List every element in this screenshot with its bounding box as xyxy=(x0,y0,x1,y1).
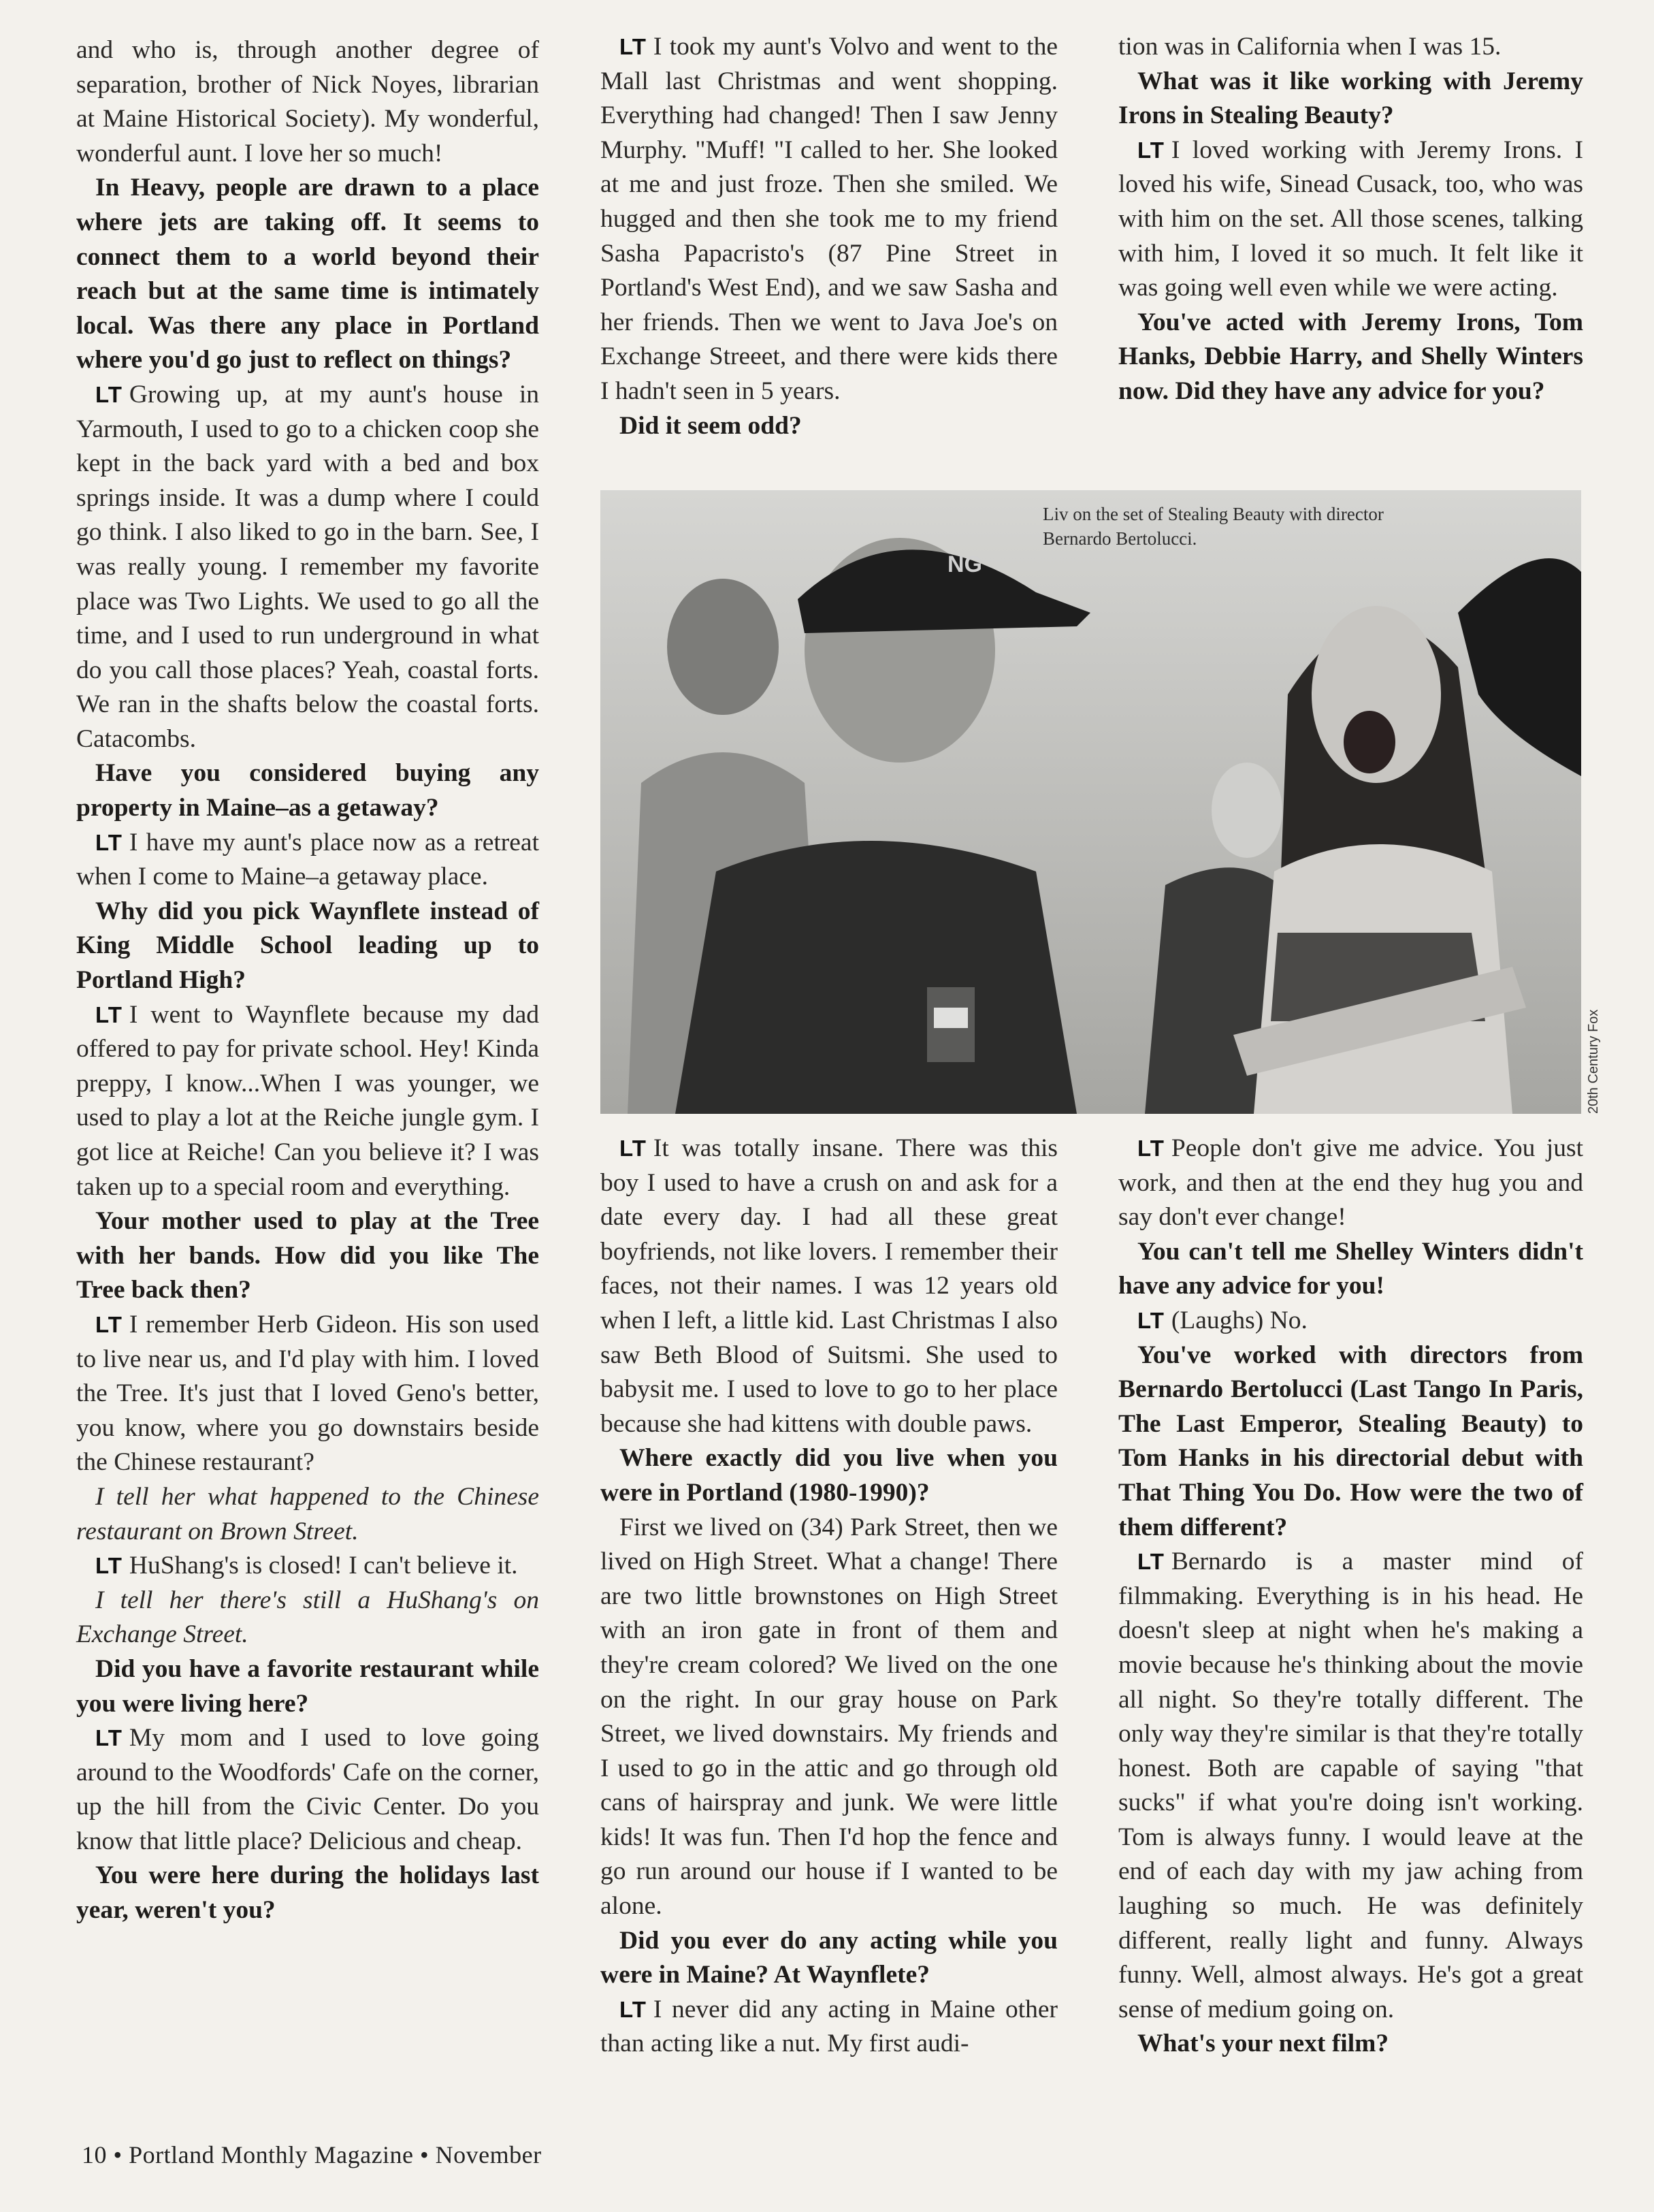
photo-credit: 20th Century Fox xyxy=(1586,1009,1601,1114)
question-paragraph xyxy=(600,409,1058,444)
paragraph-text: In Heavy, people are drawn to a place where jets are taking off. It seems to connect them to a world beyond their reach but at the same time is intimately local. Was there any place in Portland where you'd go just to reflect on things? xyxy=(76,174,539,374)
paragraph-text: I went to Waynflete because my dad offered to pay for private school. Hey! Kinda preppy, I know...When I was younger, we used to play a lot at the Reiche jungle gym. I got lice at Reiche! Can you believe it? I was taken up to a special room and everything. xyxy=(76,1000,539,1201)
question-paragraph xyxy=(76,1652,539,1721)
question-paragraph xyxy=(600,1441,1058,1510)
paragraph-text: and who is, through another degree of separation, brother of Nick Noyes, librarian at Maine Historical Society). My wonderful, wonderful aunt. I love her so much! xyxy=(76,36,539,167)
paragraph-text: Did you ever do any acting while you were in Maine? At Waynflete? xyxy=(600,1926,1058,1989)
cap-lettering: NG xyxy=(947,551,982,577)
answer-paragraph xyxy=(600,30,1058,409)
paragraph-text: First we lived on (34) Park Street, then we lived on High Street. What a change! There are two little brownstones on High Street with an iron gate in front of them and they're cream colored? We lived on the one on the right. In our gray house on Park Street, we lived downstairs. My friends and I used to go in the attic and go through old cans of hairspray and junk. We were little kids! It was fun. Then I'd hop the fence and go run around our house if I wanted to be alone. xyxy=(600,1513,1058,1921)
article-column-2 xyxy=(600,30,1058,443)
speaker-tag: LT xyxy=(1137,1549,1165,1575)
answer-paragraph xyxy=(1118,1304,1583,1339)
answer-paragraph xyxy=(1118,30,1583,65)
speaker-tag: LT xyxy=(1137,1307,1165,1333)
paragraph-text: Your mother used to play at the Tree with her bands. How did you like The Tree back then? xyxy=(76,1207,539,1304)
paragraph-text: I tell her what happened to the Chinese restaurant on Brown Street. xyxy=(76,1482,539,1545)
question-paragraph xyxy=(600,1924,1058,1993)
paragraph-text: Did you have a favorite restaurant while you were living here? xyxy=(76,1654,539,1718)
paragraph-text: I have my aunt's place now as a retreat when I come to Maine–a getaway place. xyxy=(76,828,539,891)
speaker-tag: LT xyxy=(1137,1136,1165,1161)
speaker-tag: LT xyxy=(95,1311,123,1337)
page-footer: 10 • Portland Monthly Magazine • November xyxy=(82,2141,542,2168)
paragraph-text: What was it like working with Jeremy Irons in Stealing Beauty? xyxy=(1118,67,1583,130)
question-paragraph xyxy=(76,1204,539,1308)
paragraph-text: I loved working with Jeremy Irons. I loved his wife, Sinead Cusack, too, who was with him on the set. All those scenes, talking with him, I loved it so much. It felt like it was going well even while we were acting. xyxy=(1118,135,1583,302)
speaker-tag: LT xyxy=(95,1001,123,1027)
paragraph-text: You've acted with Jeremy Irons, Tom Hanks, Debbie Harry, and Shelly Winters now. Did they have any advice for you? xyxy=(1118,308,1583,405)
paragraph-text: Bernardo is a master mind of filmmaking. Everything is in his head. He doesn't sleep at night when he's making a movie because he's thinking about the movie all night. So they're totally different. The only way they're similar is that they're totally honest. Both are capable of saying "that sucks" if what you're doing isn't working. Tom is always funny. I would leave at the end of each day with my jaw aching from laughing so much. He was definitely different, really light and funny. Always funny. Well, almost always. He's got a great sense of medium going on. xyxy=(1118,1548,1583,2023)
speaker-tag: LT xyxy=(95,1725,123,1751)
question-paragraph xyxy=(76,171,539,378)
speaker-tag: LT xyxy=(1137,137,1165,163)
question-paragraph xyxy=(1118,1235,1583,1304)
paragraph-text: I never did any acting in Maine other than acting like a nut. My first audi- xyxy=(600,1995,1058,2058)
set-photo xyxy=(600,490,1581,1114)
paragraph-text: I tell her there's still a HuShang's on Exchange Street. xyxy=(76,1586,539,1649)
speaker-tag: LT xyxy=(95,1553,123,1579)
paragraph-text: You were here during the holidays last year, weren't you? xyxy=(76,1861,539,1925)
speaker-tag: LT xyxy=(619,34,647,59)
paragraph-text: I remember Herb Gideon. His son used to live near us, and I'd play with him. I loved the Tree. It's just that I loved Geno's better, you know, where you go downstairs beside the Chinese restaurant? xyxy=(76,1310,539,1477)
paragraph-text: tion was in California when I was 15. xyxy=(1118,33,1502,61)
paragraph-text: I took my aunt's Volvo and went to the Mall last Christmas and went shopping. Everything had changed! Then I saw Jenny Murphy. "Muff! "I called to her. She looked at me and just froze. Then she smiled. We hugged and then she took me to my friend Sasha Papacristo's (87 Pine Street in Portland's West End), and we saw Sasha and her friends. Then we went to Java Joe's on Exchange Streeet, and there were kids there I hadn't seen in 5 years. xyxy=(600,33,1058,405)
answer-paragraph xyxy=(76,33,539,171)
speaker-tag: LT xyxy=(619,1996,647,2022)
paragraph-text: What's your next film? xyxy=(1137,2030,1389,2058)
answer-paragraph xyxy=(1118,1132,1583,1235)
paragraph-text: My mom and I used to love going around to the Woodfords' Cafe on the corner, up the hill from the Civic Center. Do you know that little place? Delicious and cheap. xyxy=(76,1724,539,1855)
question-paragraph xyxy=(76,756,539,825)
speaker-tag: LT xyxy=(95,381,123,407)
answer-paragraph xyxy=(76,826,539,895)
paragraph-text: You can't tell me Shelley Winters didn't have any advice for you! xyxy=(1118,1237,1583,1300)
paragraph-text: HuShang's is closed! I can't believe it. xyxy=(129,1552,518,1580)
answer-paragraph xyxy=(76,1721,539,1859)
photo-caption: Liv on the set of Stealing Beauty with director Bernardo Bertolucci. xyxy=(1043,504,1384,549)
answer-paragraph xyxy=(1118,133,1583,306)
aside-paragraph xyxy=(76,1584,539,1652)
speaker-tag: LT xyxy=(95,829,123,855)
answer-paragraph xyxy=(600,1132,1058,1441)
answer-paragraph xyxy=(600,1511,1058,1924)
question-paragraph xyxy=(76,895,539,998)
paragraph-text: Did it seem odd? xyxy=(619,411,802,440)
answer-paragraph xyxy=(76,998,539,1205)
article-column-1 xyxy=(76,33,539,1928)
paragraph-text: Growing up, at my aunt's house in Yarmouth, I used to go to a chicken coop she kept in the back yard with a bed and box springs inside. It was a dump where I could go think. I also liked to go in the barn. See, I was really young. I remember my favorite place was Two Lights. We used to go all the time, and I used to run underground in what do you call those places? Yeah, coastal forts. We ran in the shafts below the coastal forts. Catacombs. xyxy=(76,380,539,753)
answer-paragraph xyxy=(76,378,539,757)
paragraph-text: You've worked with directors from Bernardo Bertolucci (Last Tango In Paris, The Last Emperor, Stealing Beauty) to Tom Hanks in his directorial debut with That Thing You Do. How were the two of them different? xyxy=(1118,1341,1583,1541)
paragraph-text: Why did you pick Waynflete instead of King Middle School leading up to Portland High? xyxy=(76,897,539,995)
paragraph-text: Have you considered buying any property in Maine–as a getaway? xyxy=(76,759,539,822)
paragraph-text: People don't give me advice. You just work, and then at the end they hug you and say don't ever change! xyxy=(1118,1134,1583,1232)
question-paragraph xyxy=(76,1859,539,1927)
article-column-2-lower xyxy=(600,1132,1058,2062)
question-paragraph xyxy=(1118,1339,1583,1545)
paragraph-text: It was totally insane. There was this boy I used to have a crush on and ask for a date every day. I had all these great boyfriends, not like lovers. I remember their faces, not their names. I was 12 years old when I left, a little kid. Last Christmas I also saw Beth Blood of Suitsmi. She used to babysit me. I used to love to go to her place because she had kittens with double paws. xyxy=(600,1134,1058,1438)
answer-paragraph xyxy=(76,1549,539,1584)
answer-paragraph xyxy=(1118,1545,1583,2027)
article-column-3 xyxy=(1118,30,1583,409)
paragraph-text: Where exactly did you live when you were in Portland (1980-1990)? xyxy=(600,1444,1058,1507)
paragraph-text: (Laughs) No. xyxy=(1171,1306,1308,1334)
answer-paragraph xyxy=(76,1308,539,1480)
article-column-3-lower xyxy=(1118,1132,1583,2062)
question-paragraph xyxy=(1118,306,1583,409)
answer-paragraph xyxy=(600,1993,1058,2062)
question-paragraph xyxy=(1118,2027,1583,2062)
speaker-tag: LT xyxy=(619,1136,647,1161)
question-paragraph xyxy=(1118,65,1583,133)
photo-illustration xyxy=(600,490,1581,1114)
aside-paragraph xyxy=(76,1480,539,1549)
